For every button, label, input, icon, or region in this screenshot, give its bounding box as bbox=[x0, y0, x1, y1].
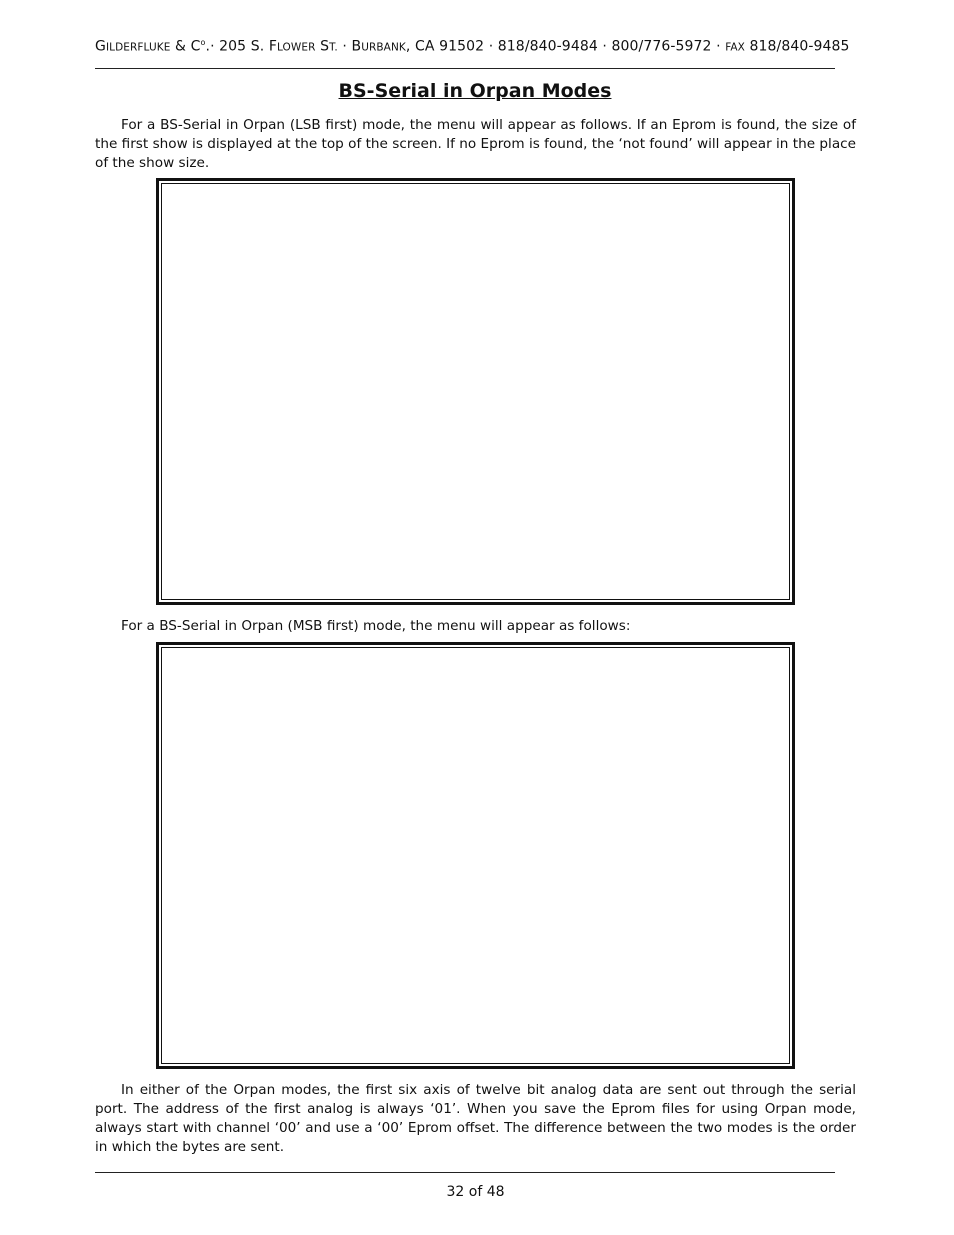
header-sep2: · bbox=[337, 38, 352, 55]
header-st-rest: T. bbox=[329, 41, 338, 54]
header-amp: & C bbox=[170, 38, 201, 55]
closing-paragraph: In either of the Orpan modes, the first six axis of twelve bit analog data are sent out through the serial port. The address of the first analog is always ‘01’. When you save the Eprom files for using Orpan mode, always start with channel ‘00’ and use a ‘00’ Eprom offset. The difference between the two modes is the order in which the bytes are sent. bbox=[95, 1082, 856, 1155]
header-sep1: · 205 S. bbox=[210, 38, 269, 55]
footer-rule bbox=[95, 1172, 835, 1173]
header-city-rest: URBANK bbox=[361, 41, 406, 54]
lsb-menu-screen-inner bbox=[161, 183, 790, 600]
header-rule bbox=[95, 68, 835, 69]
header-st-initial: S bbox=[315, 38, 330, 55]
header-dot: . bbox=[205, 38, 211, 55]
header-fax-label: FAX bbox=[725, 41, 745, 54]
lsb-menu-screen-frame bbox=[156, 178, 795, 605]
page-header bbox=[95, 38, 850, 55]
page-number: 32 of 48 bbox=[446, 1184, 505, 1200]
header-company-rest: ILDERFLUKE bbox=[105, 41, 171, 54]
header-fax-number: 818/840-9485 bbox=[744, 38, 850, 55]
header-city-initial: B bbox=[351, 38, 362, 55]
header-company-initial: G bbox=[95, 38, 106, 55]
header-sup: o bbox=[200, 38, 206, 47]
intro-lsb-paragraph: For a BS-Serial in Orpan (LSB first) mode, the menu will appear as follows. If an Eprom is found, the size of the first show is displayed at the top of the screen. If no Eprom is found, the ‘not found’ will appear in the place of the show size. bbox=[95, 117, 856, 171]
header-street-initial: F bbox=[268, 38, 277, 55]
msb-menu-screen-inner bbox=[161, 647, 790, 1064]
msb-menu-screen-frame bbox=[156, 642, 795, 1069]
intro-msb-paragraph: For a BS-Serial in Orpan (MSB first) mode, the menu will appear as follows: bbox=[121, 618, 631, 634]
header-street-rest: LOWER bbox=[276, 41, 316, 54]
page-title: BS-Serial in Orpan Modes bbox=[338, 80, 612, 102]
header-contact: , CA 91502 · 818/840-9484 · 800/776-5972 · bbox=[405, 38, 726, 55]
